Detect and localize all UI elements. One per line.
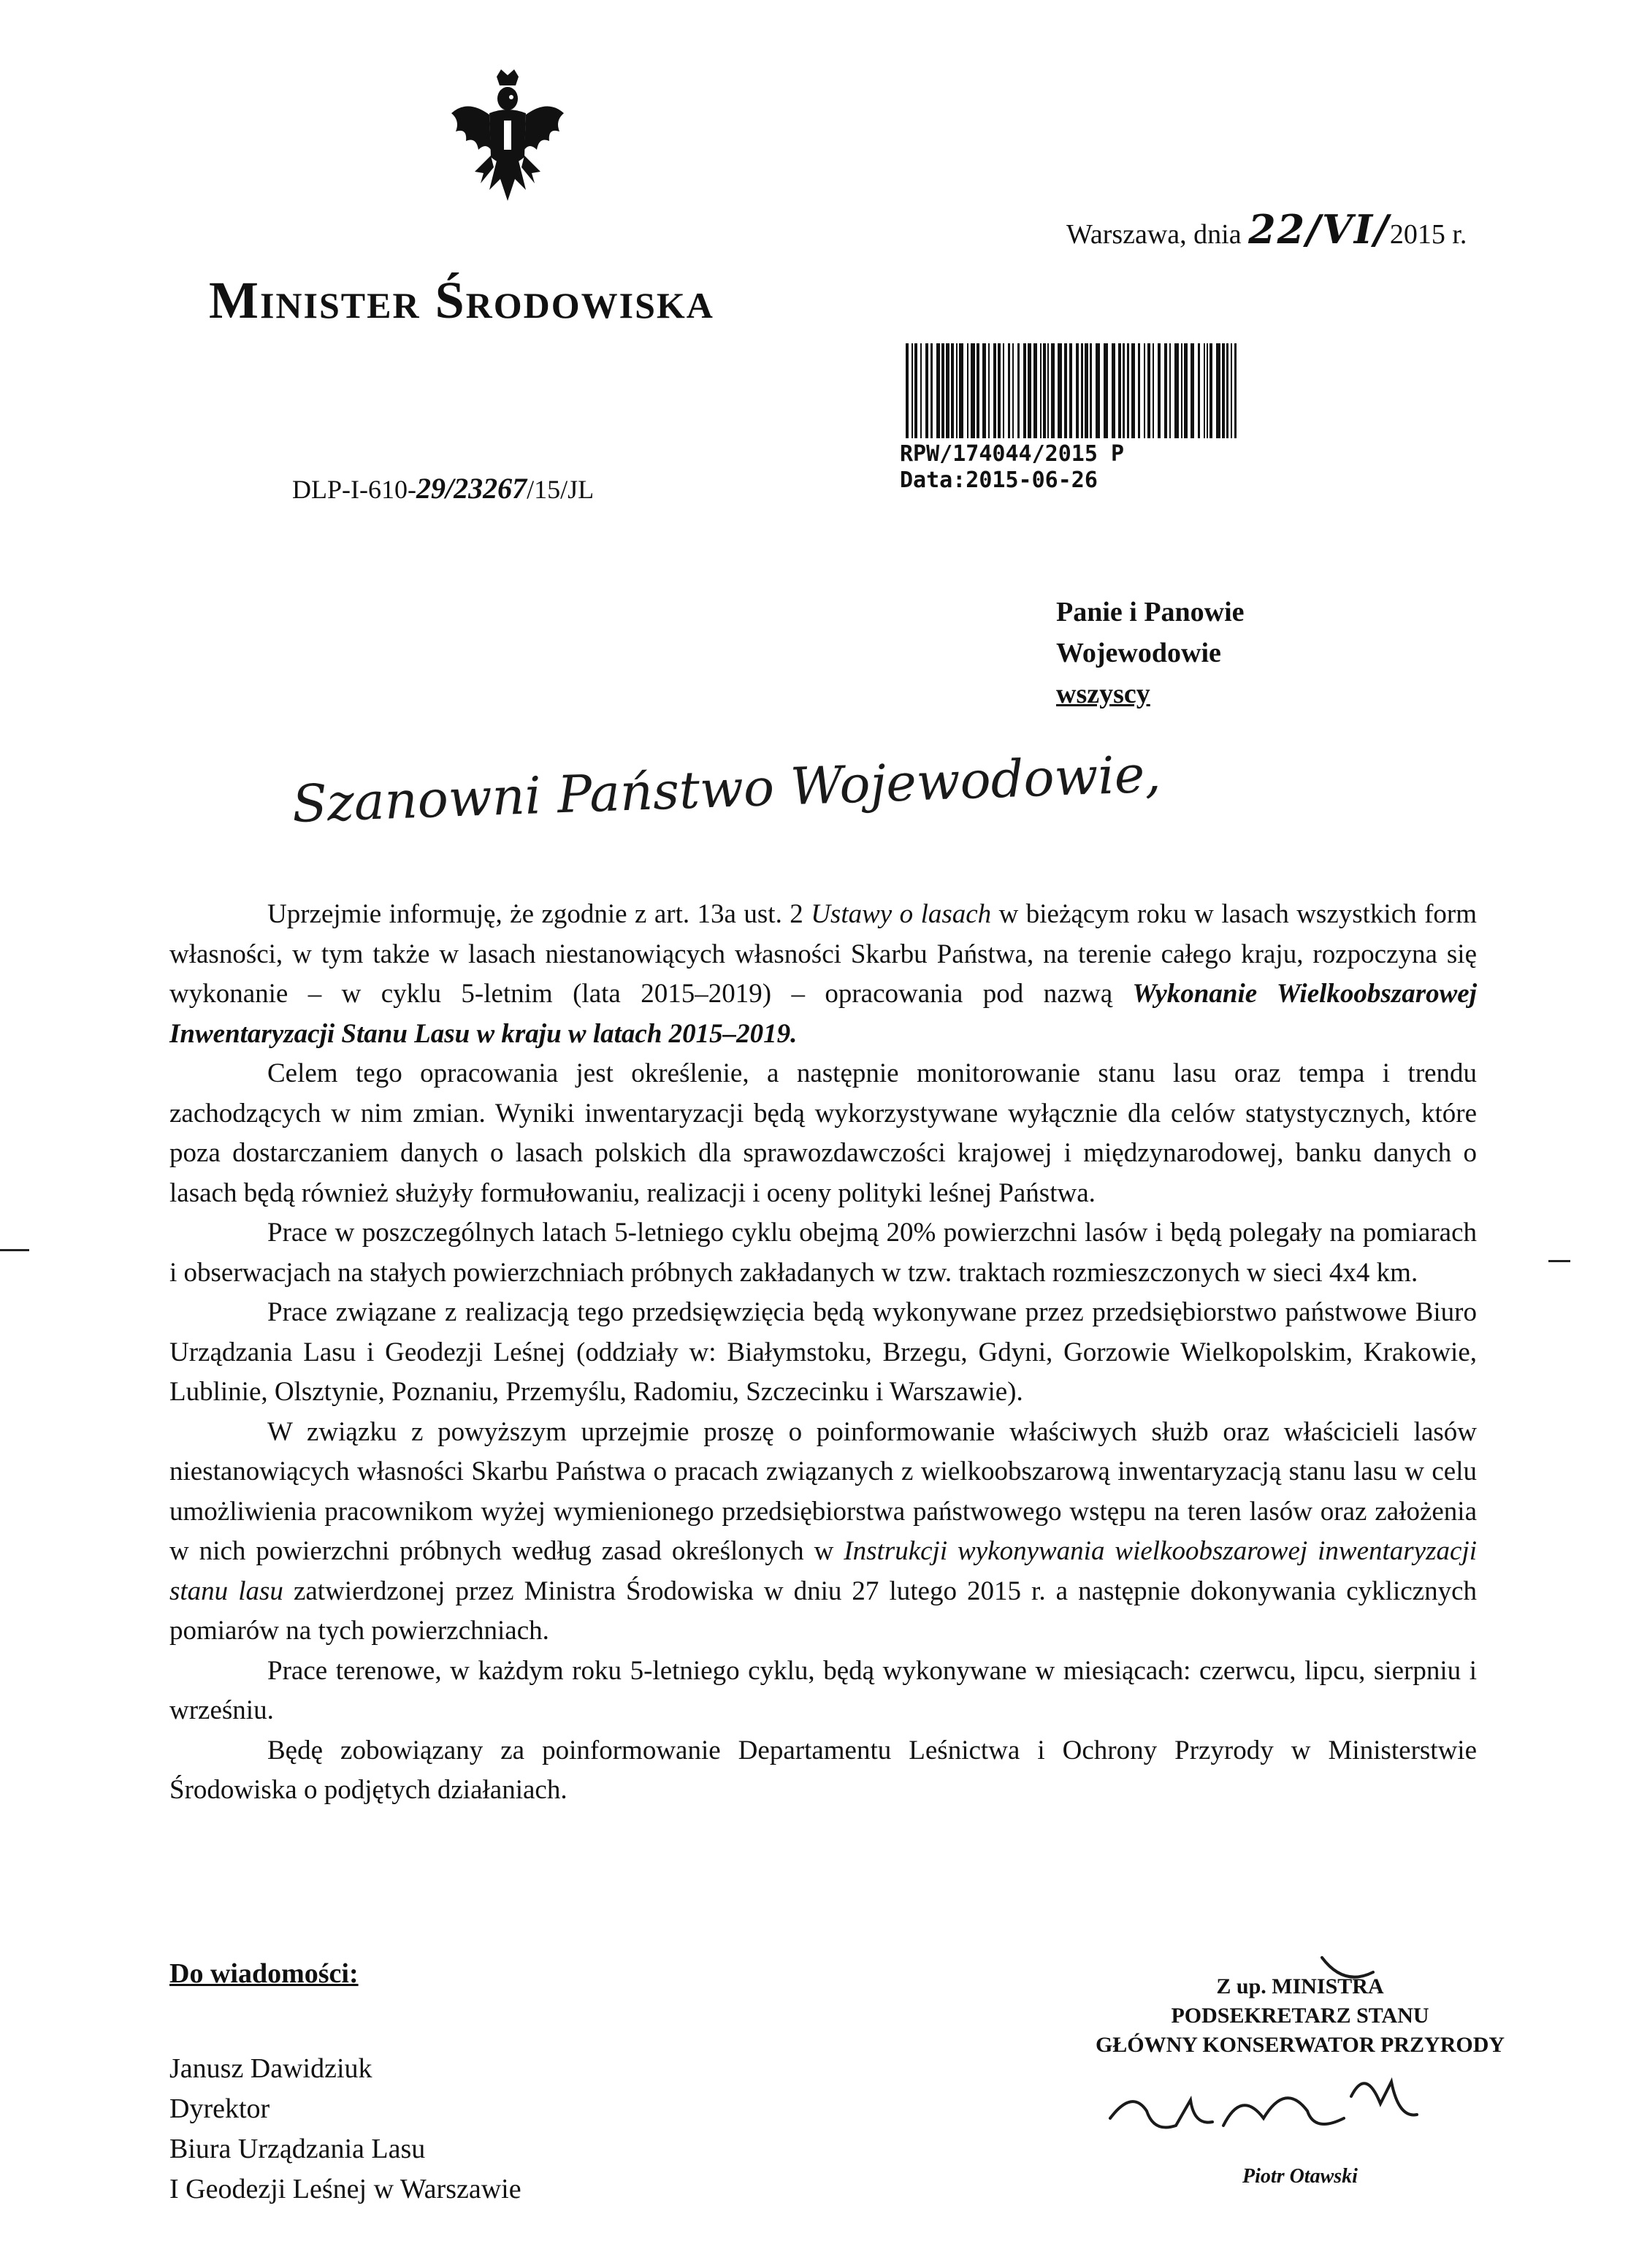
addressee-line3: wszyscy: [1056, 679, 1150, 709]
paragraph-1-text-a: Uprzejmie informuję, że zgodnie z art. 13a ust. 2: [267, 899, 811, 929]
paragraph-1-project-title: Wykonanie Wielkoobszarowej Inwentaryzacji Stanu Lasu w kraju w latach 2015–2019.: [169, 979, 1477, 1049]
paragraph-6: Prace terenowe, w każdym roku 5-letniego cyklu, będą wykonywane w miesiącach: czerwcu, lipcu, sierpniu i wrześniu.: [169, 1655, 1477, 1725]
letter-body: [169, 895, 1477, 1811]
reference-suffix: /15/JL: [527, 475, 595, 504]
reference-prefix: DLP-I-610-: [292, 475, 416, 504]
signatory-name: Piotr Otawski: [1242, 2165, 1358, 2188]
paragraph-4: Prace związane z realizacją tego przedsięwzięcia będą wykonywane przez przedsiębiorstwo państwowe Biuro Urządzania Lasu i Geodezji Leśnej (oddziały w: Białymstoku, Brzegu, Gdyni, Gorzowie Wielkopolskim, Krakowie, Lublinie, Olsztynie, Poznaniu, Przemyślu, Radomiu, Szczecinku i Warszawie).: [169, 1297, 1477, 1407]
scan-mark: [0, 1249, 29, 1251]
stamp-line3: GŁÓWNY KONSERWATOR PRZYRODY: [1095, 2033, 1505, 2057]
handwritten-salutation: Szanowni Państwo Wojewodowie,: [291, 744, 1162, 834]
paragraph-5-instruction-title: Instrukcji wykonywania wielkoobszarowej inwentaryzacji stanu lasu: [169, 1536, 1478, 1606]
registry-number-line1: RPW/174044/2015 P: [900, 441, 1125, 467]
registry-barcode-icon: [903, 314, 1246, 457]
date-prefix: Warszawa, dnia: [1066, 219, 1242, 250]
registry-date-line: Data:2015-06-26: [900, 467, 1098, 493]
document-date: [1066, 206, 1467, 253]
paragraph-3: Prace w poszczególnych latach 5-letniego cyklu obejmą 20% powierzchni lasów i będą polegały na pomiarach i obserwacjach na stałych powierzchniach próbnych zakładanych w tzw. traktach rozmieszczonych w sieci 4x4 km.: [169, 1218, 1477, 1288]
paragraph-7: Będę zobowiązany za poinformowanie Departamentu Leśnictwa i Ochrony Przyrody w Ministerstwie Środowiska o podjętych działaniach.: [169, 1735, 1477, 1805]
ministry-name: Minister Środowiska: [209, 271, 714, 329]
paragraph-1-text-b: w bieżącym roku w lasach wszystkich form własności, w tym także w lasach niestanowiących własności Skarbu Państwa, na terenie całego kraju, rozpoczyna się wykonanie – w cyklu 5-letnim (lata 2015–2019) – opracowania pod nazwą: [169, 899, 1477, 1009]
date-suffix: 2015 r.: [1389, 219, 1467, 250]
paragraph-2: Celem tego opracowania jest określenie, a następnie monitorowanie stanu lasu oraz tempa i trendu zachodzących w nim zmian. Wyniki inwentaryzacji będą wykorzystywane wyłącznie dla celów statystycznych, które poza dostarczaniem danych o lasach polskich dla sprawozdawczości krajowej i międzynarodowej, banku danych o lasach będą również służyły formułowaniu, realizacji i oceny polityki leśnej Państwa.: [169, 1058, 1477, 1208]
stamp-line2: PODSEKRETARZ STANU: [1171, 2004, 1429, 2028]
reference-handwritten: 29/23267: [416, 472, 527, 505]
addressee-line2: Wojewodowie: [1056, 638, 1221, 668]
addressee-block: [1056, 592, 1245, 714]
stamp-line1: Z up. MINISTRA: [1216, 1974, 1384, 1998]
cc-line3: Biura Urządzania Lasu: [169, 2134, 426, 2164]
cc-line4: I Geodezji Leśnej w Warszawie: [169, 2174, 521, 2204]
scan-mark: [1548, 1260, 1570, 1262]
paragraph-1: [169, 895, 1477, 1054]
eagle-emblem-icon: [446, 69, 570, 215]
paragraph-5-text-b: zatwierdzonej przez Ministra Środowiska w dniu 27 lutego 2015 r. a następnie dokonywania cyklicznych pomiarów na tych powierzchniach.: [169, 1576, 1477, 1646]
cc-heading: Do wiadomości:: [169, 1958, 359, 1989]
paragraph-5: [169, 1413, 1477, 1652]
registry-number: [900, 441, 1124, 494]
paragraph-1-act-title: Ustawy o lasach: [811, 899, 992, 929]
reference-number: [292, 471, 594, 505]
cc-recipient: [169, 2049, 521, 2210]
date-handwritten: 22/VI/: [1248, 206, 1390, 253]
addressee-line1: Panie i Panowie: [1056, 597, 1245, 627]
paragraph-5-text-a: W związku z powyższym uprzejmie proszę o poinformowanie właściwych służb oraz właścicieli lasów niestanowiących własności Skarbu Państwa o pracach związanych z wielkoobszarową inwentaryzacją stanu lasu w celu umożliwienia pracownikom wyżej wymienionego przedsiębiorstwa państwowego wstępu na teren lasów oraz założenia w nich powierzchni próbnych według zasad określonych w: [169, 1416, 1477, 1566]
handwritten-signature-icon: [1066, 1943, 1519, 2206]
cc-line1: Janusz Dawidziuk: [169, 2053, 372, 2084]
cc-line2: Dyrektor: [169, 2093, 270, 2124]
